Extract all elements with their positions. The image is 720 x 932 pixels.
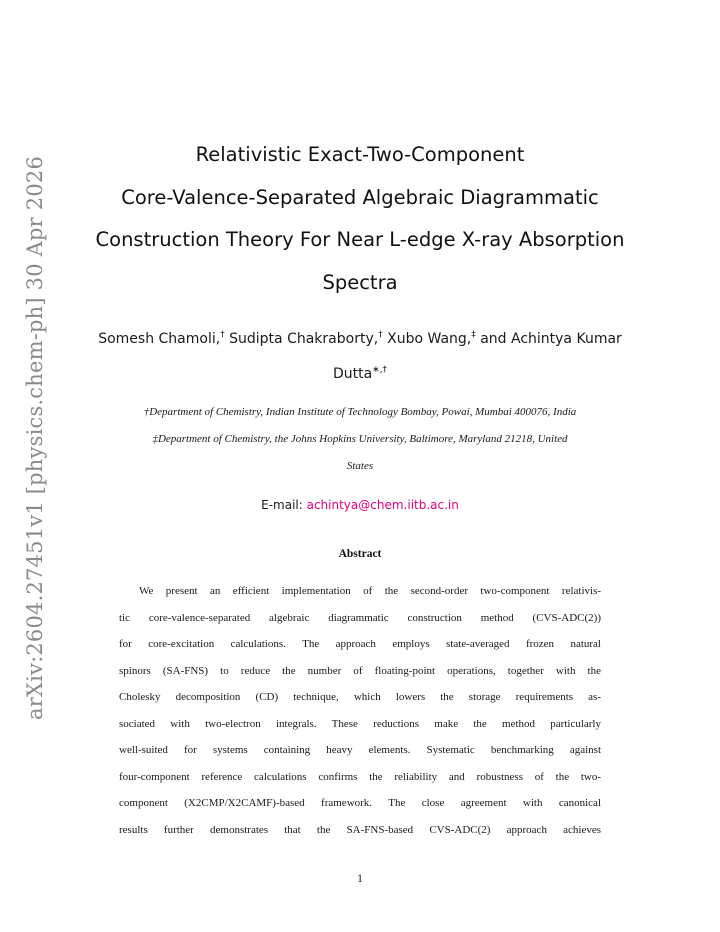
abstract-line: well-suited for systems containing heavy elements. Systematic benchmarking against — [119, 744, 601, 756]
abstract-heading: Abstract — [338, 548, 382, 560]
abstract-body — [119, 578, 601, 843]
affiliation-mark: † — [220, 330, 225, 340]
abstract-line: spinors (SA-FNS) to reduce the number of floating-point operations, together with the — [119, 664, 601, 677]
abstract-line: results further demonstrates that the SA-FNS-based CVS-ADC(2) approach achieves — [119, 823, 601, 836]
page-number: 1 — [357, 871, 363, 885]
email-link[interactable]: achintya@chem.iitb.ac.in — [306, 498, 459, 512]
paper-title — [70, 134, 650, 304]
author-name: and Achintya Kumar — [475, 331, 622, 347]
author-list — [80, 322, 640, 392]
affiliation-mark: ‡ — [471, 330, 476, 340]
title-line: Construction Theory For Near L-edge X-ray Absorption — [95, 228, 625, 251]
affiliations — [60, 399, 660, 480]
author-name: Dutta — [332, 366, 373, 382]
arxiv-stamp-text: arXiv:2604.27451v1 [physics.chem-ph] 30 Apr 2026 — [23, 155, 47, 721]
email-label: E-mail: — [261, 498, 307, 512]
author-name: Xubo Wang, — [382, 331, 472, 347]
abstract-line: four-component reference calculations confirms the reliability and robustness of the two- — [119, 770, 601, 783]
abstract-line: for core-excitation calculations. The approach employs state-averaged frozen natural — [119, 638, 601, 650]
affiliation-mark: ∗,† — [372, 365, 388, 375]
abstract-line: tic core-valence-separated algebraic diagrammatic construction method (CVS-ADC(2)) — [119, 611, 601, 624]
author-name: Somesh Chamoli, — [98, 331, 221, 347]
author-name: Sudipta Chakraborty, — [224, 331, 379, 347]
title-line: Spectra — [322, 270, 398, 294]
affiliation-line: ‡Department of Chemistry, the Johns Hopkins University, Baltimore, Maryland 21218, United — [152, 433, 568, 445]
affiliation-mark: † — [378, 330, 383, 340]
arxiv-stamp — [20, 155, 50, 721]
author-line — [80, 322, 640, 357]
email-line — [80, 495, 640, 515]
title-line: Core-Valence-Separated Algebraic Diagrammatic — [121, 185, 599, 209]
abstract-line: Cholesky decomposition (CD) technique, which lowers the storage requirements as- — [119, 691, 601, 703]
abstract-line: component (X2CMP/X2CAMF)-based framework. The close agreement with canonical — [119, 797, 601, 809]
abstract-line: sociated with two-electron integrals. These reductions make the method particularly — [119, 717, 601, 730]
affiliation-line: States — [346, 460, 374, 472]
title-line: Relativistic Exact-Two-Component — [195, 143, 525, 166]
affiliation-line: †Department of Chemistry, Indian Institute of Technology Bombay, Powai, Mumbai 400076, India — [143, 406, 577, 418]
abstract-line: We present an efficient implementation of the second-order two-component relativis- — [139, 585, 601, 597]
author-line — [80, 357, 640, 392]
